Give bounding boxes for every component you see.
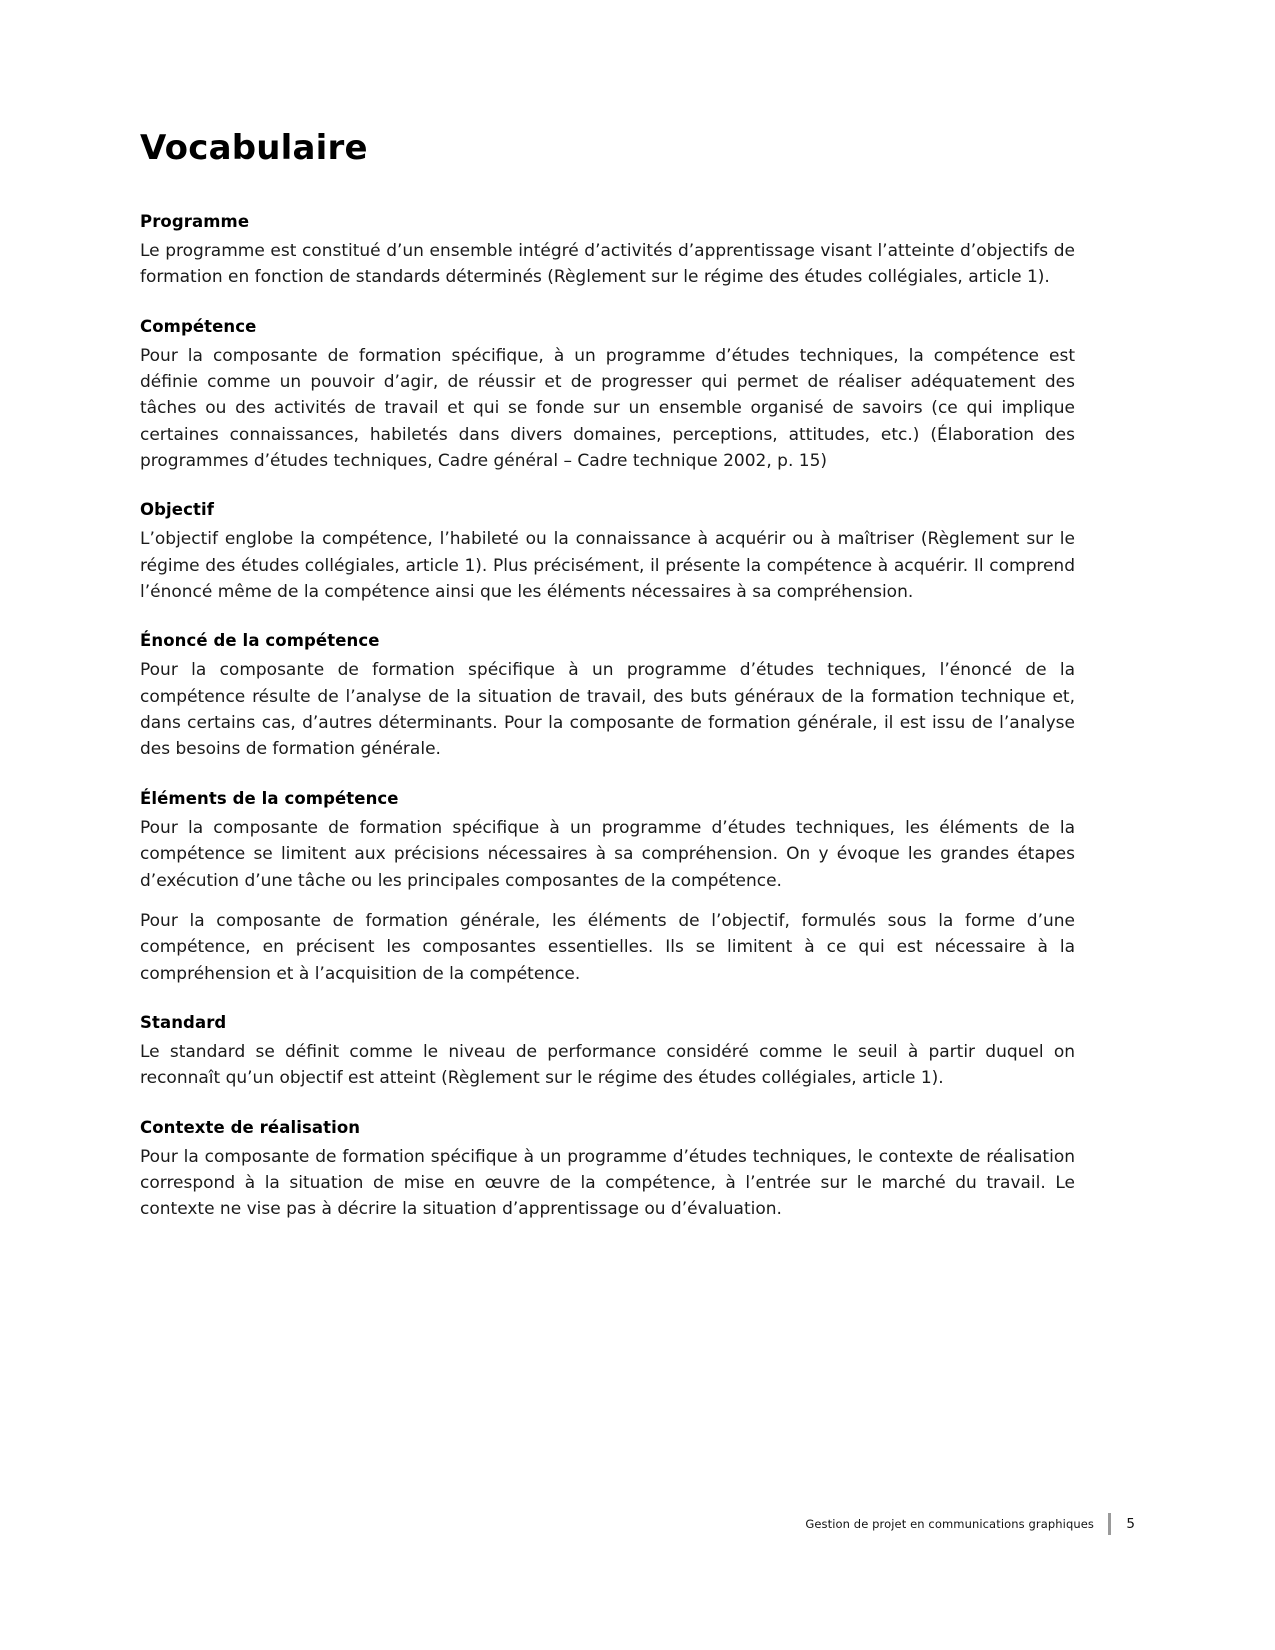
section-paragraph: Le standard se définit comme le niveau de performance considéré comme le seuil à partir duquel on reconnaît qu’un objectif est atteint (Règlement sur le régime des études collégiales, article 1). [140,1041,1075,1089]
section-contexte-de-realisation [140,1118,1075,1223]
footer-document-name: Gestion de projet en communications graphiques [805,1517,1094,1531]
section-paragraph: Pour la composante de formation spécifique à un programme d’études techniques, l’énoncé de la compétence résulte de l’analyse de la situation de travail, des buts généraux de la formation technique et, dans certains cas, d’autres déterminants. Pour la composante de formation générale, il est issu de l’analyse des besoins de formation générale. [140,660,1075,760]
section-heading: Programme [140,212,250,231]
section-heading: Standard [140,1012,227,1032]
page-content [140,128,1075,1249]
section-paragraph: L’objectif englobe la compétence, l’habileté ou la connaissance à acquérir ou à maîtriser (Règlement sur le régime des études collégiales, article 1). Plus précisément, il présente la compétence à acquérir. Il comprend l’énoncé même de la compétence ainsi que les éléments nécessaires à sa compréhension. [140,529,1075,603]
footer-page-number: 5 [1126,1516,1135,1532]
section-heading: Énoncé de la compétence [140,631,380,651]
section-heading: Éléments de la compétence [140,788,399,808]
section-paragraph: Le programme est constitué d’un ensemble intégré d’activités d’apprentissage visant l’atteinte d’objectifs de formation en fonction de standards déterminés (Règlement sur le régime des études collégiales, article 1). [140,241,1075,288]
section-paragraph: Pour la composante de formation spécifique à un programme d’études techniques, les éléments de la compétence se limitent aux précisions nécessaires à sa compréhension. On y évoque les grandes étapes d’exécution d’une tâche ou les principales composantes de la compétence. [140,817,1075,891]
page-title: Vocabulaire [140,128,368,168]
footer-divider [1108,1513,1111,1535]
section-heading: Compétence [140,316,257,336]
section-paragraph: Pour la composante de formation spécifique, à un programme d’études techniques, la compétence est définie comme un pouvoir d’agir, de réussir et de progresser qui permet de réaliser adéquatement des tâches ou des activités de travail et qui se fonde sur un ensemble organisé de savoirs (ce qui implique certaines connaissances, habiletés dans divers domaines, perceptions, attitudes, etc.) (Élaboration des programmes d’études techniques, Cadre général – Cadre technique 2002, p. 15) [140,345,1075,472]
section-objectif [140,500,1075,605]
section-elements-de-la-competence [140,789,1075,987]
section-enonce-de-la-competence [140,631,1075,762]
page-footer [805,1513,1135,1535]
section-heading: Objectif [140,500,214,520]
section-paragraph: Pour la composante de formation spécifique à un programme d’études techniques, le contexte de réalisation correspond à la situation de mise en œuvre de la compétence, à l’entrée sur le marché du travail. Le contexte ne vise pas à décrire la situation d’apprentissage ou d’évaluation. [140,1146,1075,1220]
section-heading: Contexte de réalisation [140,1117,361,1137]
section-standard [140,1013,1075,1092]
section-competence [140,317,1075,475]
section-programme [140,212,1075,291]
section-paragraph: Pour la composante de formation générale, les éléments de l’objectif, formulés sous la forme d’une compétence, en précisent les composantes essentielles. Ils se limitent à ce qui est nécessaire à la compréhension et à l’acquisition de la compétence. [140,910,1075,984]
